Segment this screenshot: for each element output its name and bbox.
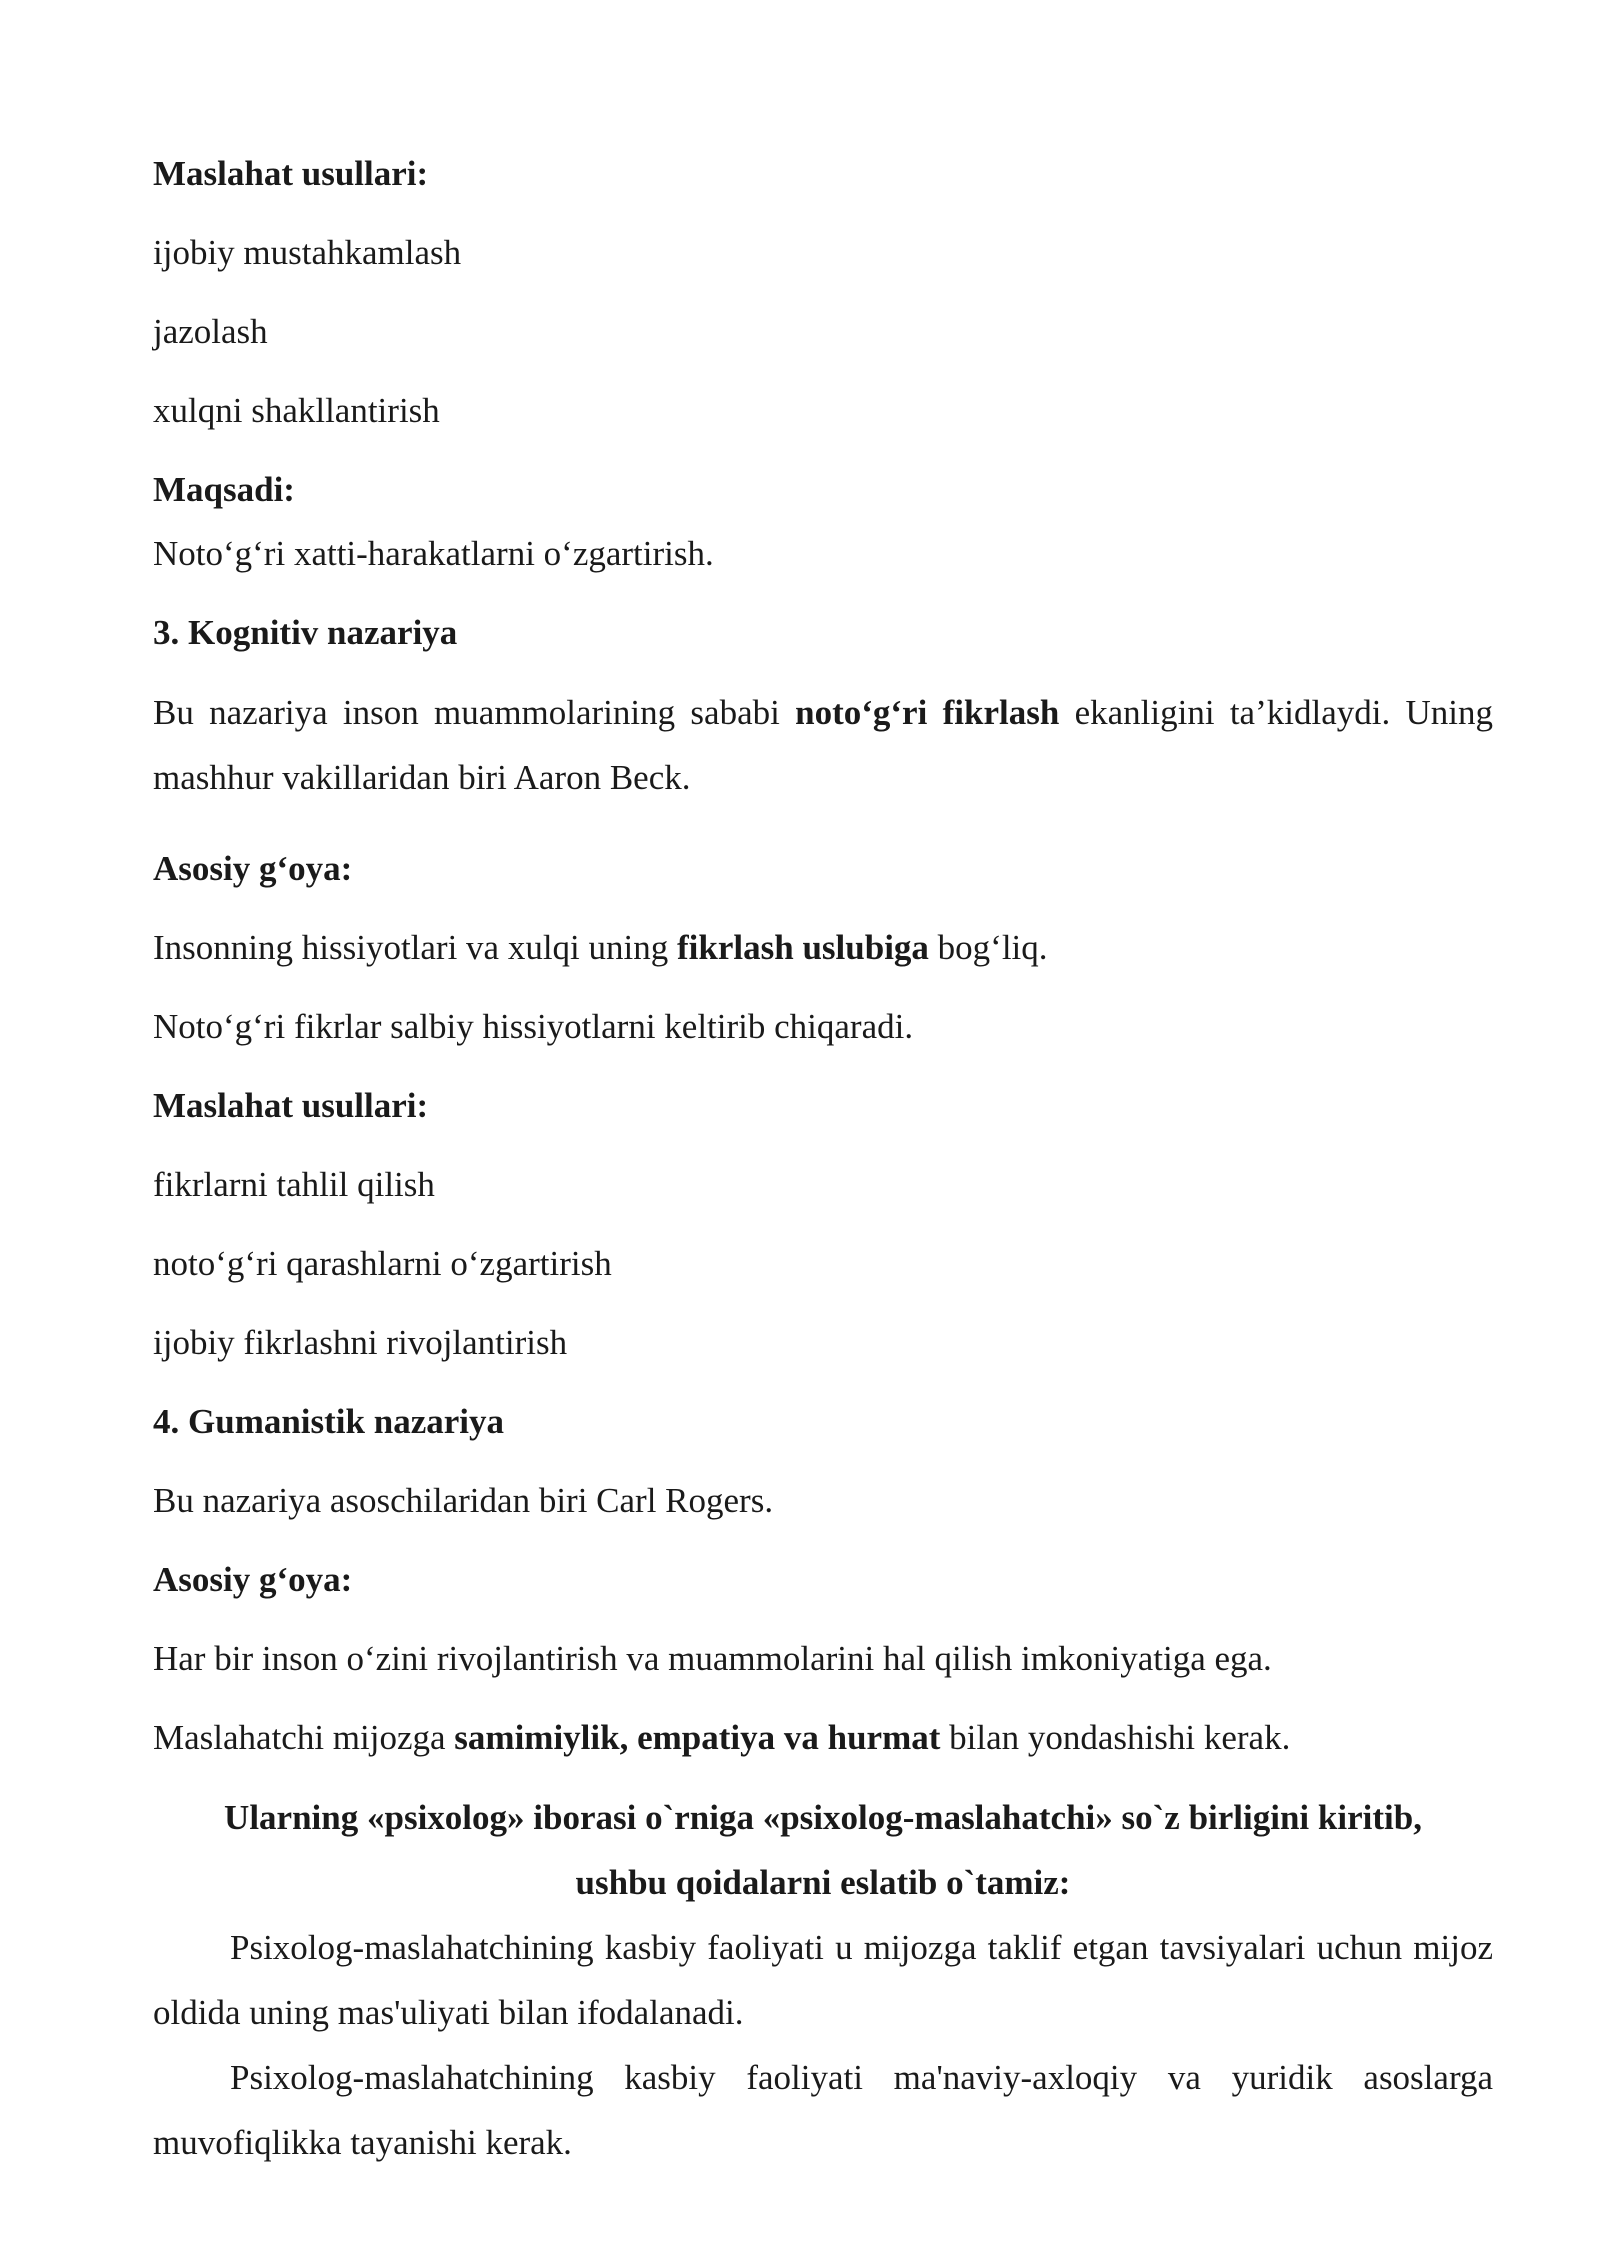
list-item: xulqni shakllantirish <box>153 391 440 430</box>
idea2-line-b: bilan yondashishi kerak. <box>940 1718 1291 1757</box>
idea-line-bold: fikrlash uslubiga <box>677 928 929 967</box>
idea2-line-a: Maslahatchi mijozga <box>153 1718 455 1757</box>
cognitive-text-b: ekanligini ta’kidlaydi. Uning mashhur vakillaridan biri Aaron Beck. <box>153 693 1493 797</box>
methods-heading-2: Maslahat usullari: <box>153 1086 429 1125</box>
idea-heading-2: Asosiy g‘oya: <box>153 1560 353 1599</box>
idea-line-2: Noto‘g‘ri fikrlar salbiy hissiyotlarni keltirib chiqaradi. <box>153 1007 914 1046</box>
list-item: ijobiy mustahkamlash <box>153 233 462 272</box>
goal-text: Noto‘g‘ri xatti-harakatlarni o‘zgartirish. <box>153 534 714 573</box>
methods-heading: Maslahat usullari: <box>153 154 429 193</box>
idea-line-b: bog‘liq. <box>928 928 1048 967</box>
goal-heading: Maqsadi: <box>153 470 295 509</box>
rule-paragraph-1: Psixolog-maslahatchining kasbiy faoliyati u mijozga taklif etgan tavsiyalari uchun mijoz oldida uning mas'uliyati bilan ifodalanadi. <box>153 1928 1493 2032</box>
idea-heading: Asosiy g‘oya: <box>153 849 353 888</box>
section-heading-cognitive: 3. Kognitiv nazariya <box>153 613 458 652</box>
list-item: jazolash <box>153 312 268 351</box>
idea2-line-2 <box>153 1716 1290 1760</box>
cognitive-text-a: Bu nazariya inson muammolarining sababi <box>153 693 796 732</box>
rule-paragraph-2: Psixolog-maslahatchining kasbiy faoliyati ma'naviy-axloqiy va yuridik asoslarga muvofiqlikka tayanishi kerak. <box>153 2058 1493 2162</box>
idea2-line-1: Har bir inson o‘zini rivojlantirish va muammolarini hal qilish imkoniyatiga ega. <box>153 1639 1272 1678</box>
centered-heading-line-1: Ularning «psixolog» iborasi o`rniga «psixolog-maslahatchi» so`z birligini kiritib, <box>224 1798 1422 1837</box>
idea-line-a: Insonning hissiyotlari va xulqi uning <box>153 928 678 967</box>
section-heading-humanistic: 4. Gumanistik nazariya <box>153 1402 505 1441</box>
list-item: noto‘g‘ri qarashlarni o‘zgartirish <box>153 1244 612 1283</box>
idea2-line-bold: samimiylik, empatiya va hurmat <box>454 1718 941 1757</box>
idea-line <box>153 926 1048 970</box>
list-item: fikrlarni tahlil qilish <box>153 1165 435 1204</box>
cognitive-text-bold: noto‘g‘ri fikrlash <box>795 693 1060 732</box>
humanistic-text: Bu nazariya asoschilaridan biri Carl Rogers. <box>153 1481 774 1520</box>
list-item: ijobiy fikrlashni rivojlantirish <box>153 1323 568 1362</box>
centered-heading-line-2: ushbu qoidalarni eslatib o`tamiz: <box>575 1863 1071 1902</box>
cognitive-paragraph <box>153 680 1493 810</box>
